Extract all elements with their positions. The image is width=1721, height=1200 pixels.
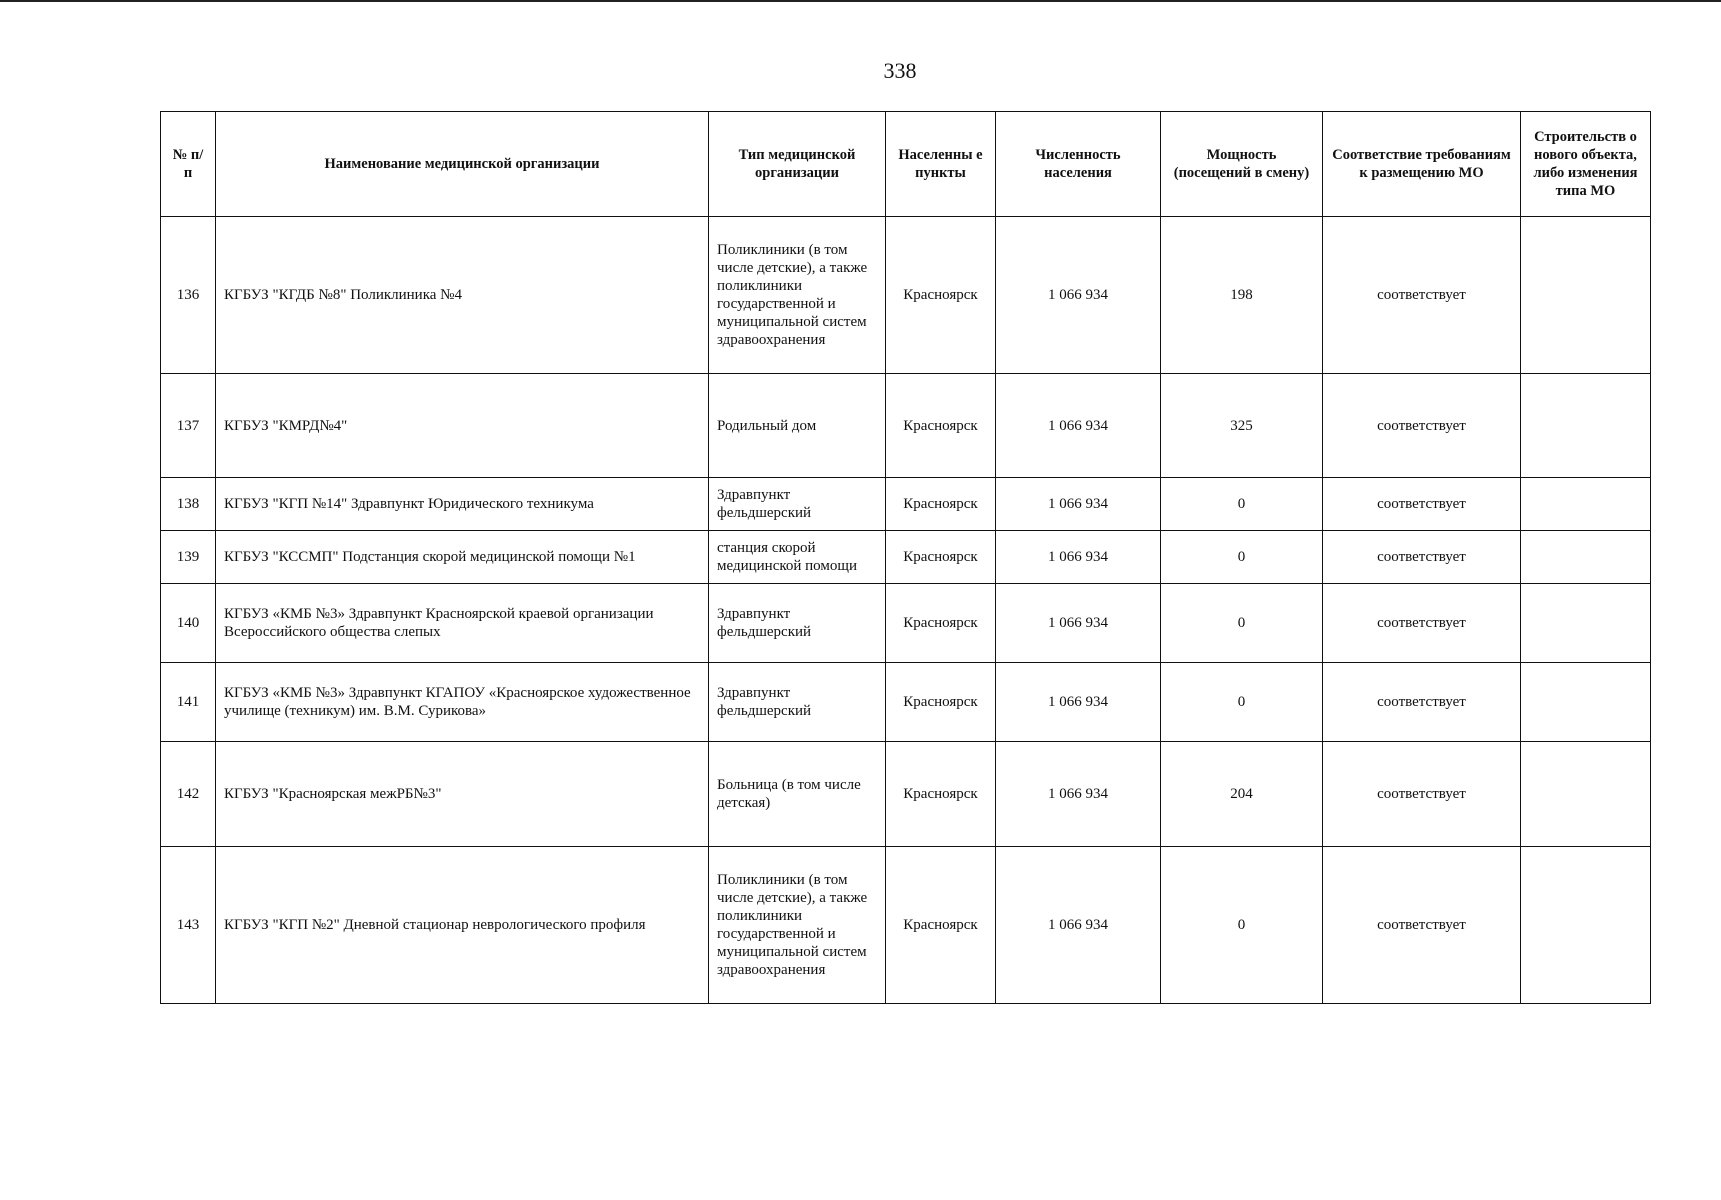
cell-capacity: 0 — [1161, 663, 1323, 742]
cell-construction — [1521, 663, 1651, 742]
table-row — [161, 478, 1651, 531]
table-row — [161, 584, 1651, 663]
cell-compliance: соответствует — [1323, 374, 1521, 478]
header-compliance: Соответствие требованиям к размещению МО — [1323, 112, 1521, 217]
cell-locality: Красноярск — [886, 584, 996, 663]
cell-organization-name: КГБУЗ «КМБ №3» Здравпункт Красноярской краевой организации Всероссийского общества слепых — [216, 584, 709, 663]
table-row — [161, 663, 1651, 742]
cell-organization-type: Здравпункт фельдшерский — [709, 584, 886, 663]
page-top-edge — [0, 0, 1721, 2]
cell-population: 1 066 934 — [996, 531, 1161, 584]
cell-population: 1 066 934 — [996, 374, 1161, 478]
cell-construction — [1521, 531, 1651, 584]
cell-construction — [1521, 742, 1651, 847]
cell-number: 139 — [161, 531, 216, 584]
cell-construction — [1521, 374, 1651, 478]
cell-organization-name: КГБУЗ «КМБ №3» Здравпункт КГАПОУ «Красноярское художественное училище (техникум) им. В.М. Сурикова» — [216, 663, 709, 742]
cell-population: 1 066 934 — [996, 847, 1161, 1004]
table-row — [161, 531, 1651, 584]
cell-population: 1 066 934 — [996, 584, 1161, 663]
table-row — [161, 742, 1651, 847]
cell-construction — [1521, 584, 1651, 663]
cell-locality: Красноярск — [886, 374, 996, 478]
cell-compliance: соответствует — [1323, 217, 1521, 374]
cell-locality: Красноярск — [886, 742, 996, 847]
cell-population: 1 066 934 — [996, 478, 1161, 531]
cell-locality: Красноярск — [886, 663, 996, 742]
cell-organization-name: КГБУЗ "КГП №14" Здравпункт Юридического техникума — [216, 478, 709, 531]
table-header-row — [161, 112, 1651, 217]
cell-number: 142 — [161, 742, 216, 847]
table-row — [161, 217, 1651, 374]
cell-locality: Красноярск — [886, 531, 996, 584]
cell-population: 1 066 934 — [996, 742, 1161, 847]
cell-number: 141 — [161, 663, 216, 742]
cell-organization-type: Поликлиники (в том числе детские), а также поликлиники государственной и муниципальной систем здравоохранения — [709, 217, 886, 374]
cell-compliance: соответствует — [1323, 742, 1521, 847]
cell-capacity: 0 — [1161, 478, 1323, 531]
header-population: Численность населения — [996, 112, 1161, 217]
header-construction: Строительств о нового объекта, либо изменения типа МО — [1521, 112, 1651, 217]
cell-organization-type: Больница (в том числе детская) — [709, 742, 886, 847]
cell-locality: Красноярск — [886, 217, 996, 374]
cell-capacity: 204 — [1161, 742, 1323, 847]
cell-locality: Красноярск — [886, 847, 996, 1004]
cell-compliance: соответствует — [1323, 478, 1521, 531]
cell-organization-name: КГБУЗ "КССМП" Подстанция скорой медицинской помощи №1 — [216, 531, 709, 584]
cell-locality: Красноярск — [886, 478, 996, 531]
cell-construction — [1521, 478, 1651, 531]
cell-construction — [1521, 217, 1651, 374]
cell-organization-type: станция скорой медицинской помощи — [709, 531, 886, 584]
header-organization-name: Наименование медицинской организации — [216, 112, 709, 217]
table-row — [161, 847, 1651, 1004]
facilities-table — [160, 111, 1651, 1004]
cell-organization-type: Поликлиники (в том числе детские), а также поликлиники государственной и муниципальной систем здравоохранения — [709, 847, 886, 1004]
cell-organization-type: Здравпункт фельдшерский — [709, 663, 886, 742]
cell-capacity: 198 — [1161, 217, 1323, 374]
cell-organization-type: Здравпункт фельдшерский — [709, 478, 886, 531]
cell-compliance: соответствует — [1323, 663, 1521, 742]
cell-number: 138 — [161, 478, 216, 531]
header-locality: Населенны е пункты — [886, 112, 996, 217]
header-number: № п/п — [161, 112, 216, 217]
cell-compliance: соответствует — [1323, 584, 1521, 663]
cell-organization-name: КГБУЗ "КМРД№4" — [216, 374, 709, 478]
cell-organization-name: КГБУЗ "Красноярская межРБ№3" — [216, 742, 709, 847]
cell-capacity: 0 — [1161, 847, 1323, 1004]
table-row — [161, 374, 1651, 478]
cell-number: 143 — [161, 847, 216, 1004]
cell-number: 136 — [161, 217, 216, 374]
cell-organization-name: КГБУЗ "КГП №2" Дневной стационар неврологического профиля — [216, 847, 709, 1004]
cell-population: 1 066 934 — [996, 663, 1161, 742]
cell-capacity: 325 — [1161, 374, 1323, 478]
cell-organization-type: Родильный дом — [709, 374, 886, 478]
cell-organization-name: КГБУЗ "КГДБ №8" Поликлиника №4 — [216, 217, 709, 374]
cell-number: 137 — [161, 374, 216, 478]
header-organization-type: Тип медицинской организации — [709, 112, 886, 217]
header-capacity: Мощность (посещений в смену) — [1161, 112, 1323, 217]
cell-capacity: 0 — [1161, 531, 1323, 584]
cell-number: 140 — [161, 584, 216, 663]
cell-compliance: соответствует — [1323, 531, 1521, 584]
page-number: 338 — [883, 58, 917, 83]
cell-population: 1 066 934 — [996, 217, 1161, 374]
cell-construction — [1521, 847, 1651, 1004]
cell-capacity: 0 — [1161, 584, 1323, 663]
cell-compliance: соответствует — [1323, 847, 1521, 1004]
